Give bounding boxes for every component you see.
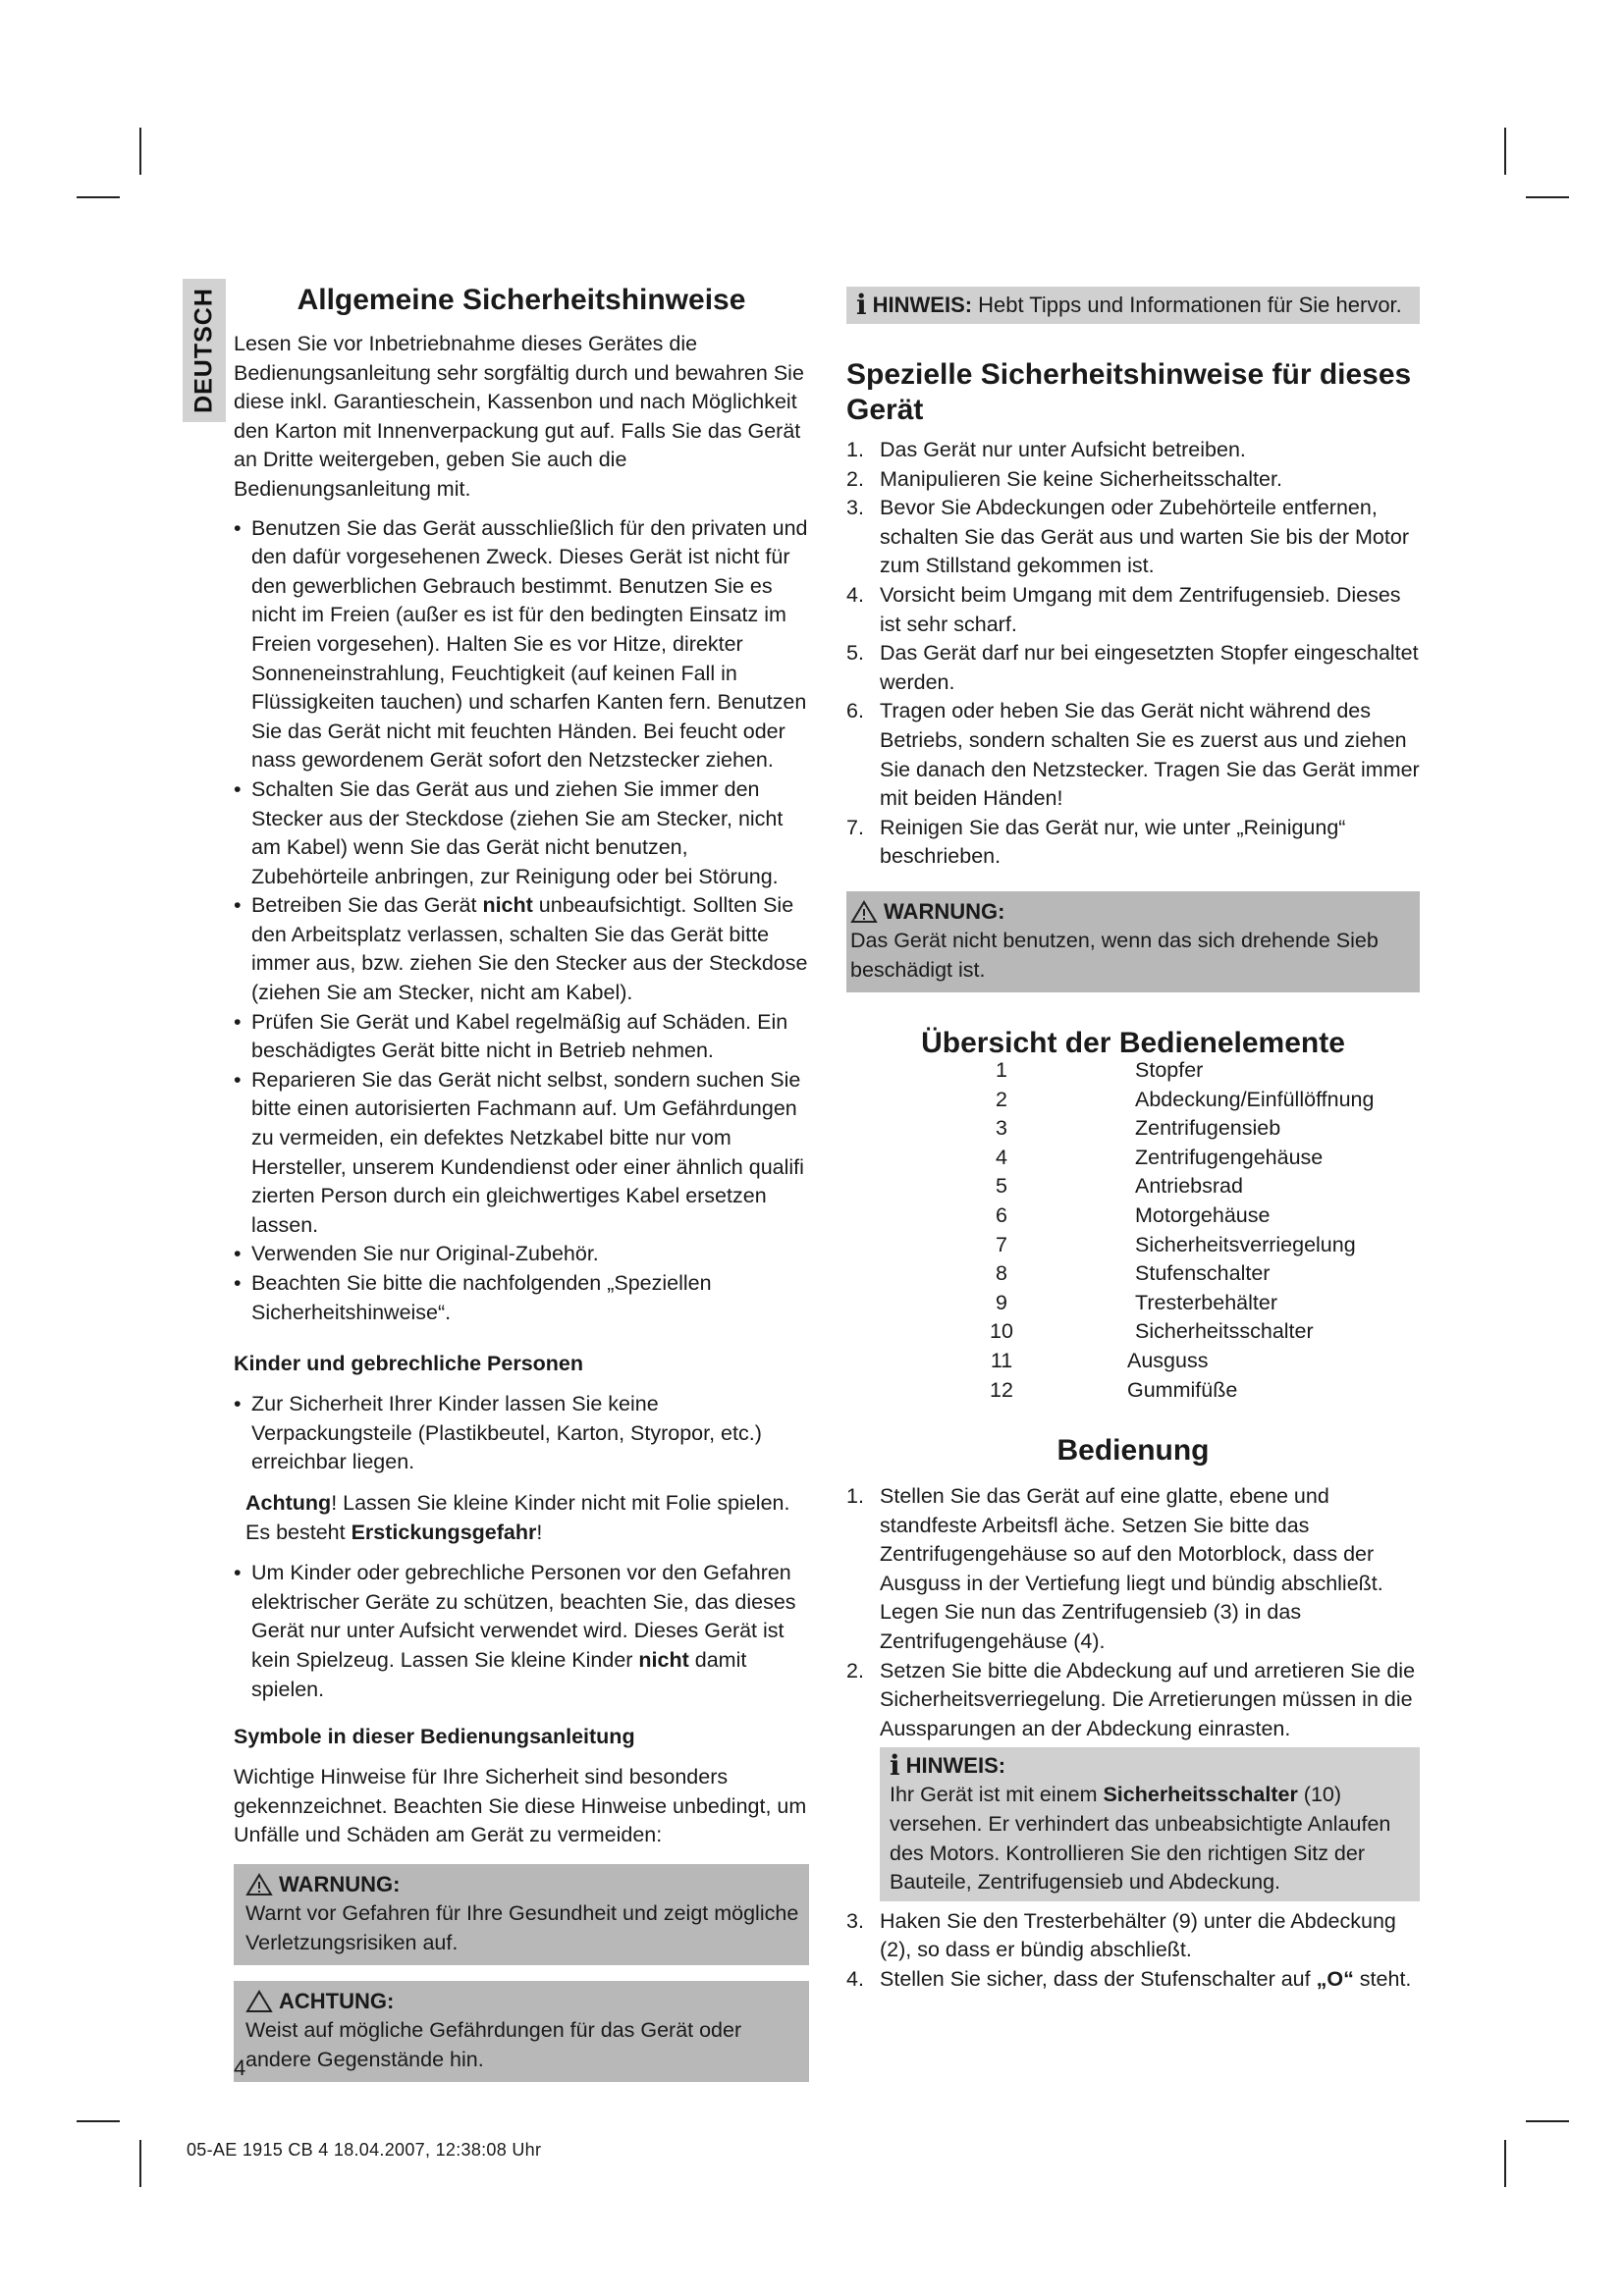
list-item: 1. Das Gerät nur unter Aufsicht betreiben. — [846, 438, 1246, 461]
list-item: 7. Reinigen Sie das Gerät nur, wie unter „Reinigung“ beschrieben. — [846, 815, 1346, 869]
caution-title: ACHTUNG: — [245, 1987, 799, 2016]
warning-text: Warnt vor Gefahren für Ihre Gesundheit und zeigt mögliche Verletzungsrisiken auf. — [245, 1900, 799, 1954]
info-icon: i — [890, 1749, 900, 1783]
warning-title: WARNUNG: — [850, 897, 1410, 927]
list-item: • Um Kinder oder gebrechliche Personen vor den Gefahren elektrischer Geräte zu schützen, beachten Sie, das dieses Gerät nur unter Aufsicht verwendet wird. Dieses Gerät ist kein Spielzeug. Lassen Sie kleine Kinder nicht damit spielen. — [234, 1559, 809, 1704]
safety-bullets — [234, 514, 809, 1328]
crop-mark — [1526, 2120, 1569, 2122]
crop-mark — [1504, 2140, 1506, 2187]
warning-box — [234, 1864, 809, 1965]
section-title-safety: Allgemeine Sicherheitshinweise — [297, 284, 746, 316]
operation-section — [846, 1433, 1420, 1995]
list-item: 5. Das Gerät darf nur bei eingesetzten Stopfer eingeschaltet werden. — [846, 641, 1419, 694]
caution-text: Weist auf mögliche Gefährdungen für das Gerät oder andere Gegenstände hin. — [245, 2018, 742, 2071]
crop-mark — [139, 2140, 141, 2187]
parts-row: 7 Sicherheitsverriegelung — [996, 1232, 1356, 1256]
list-item: 4. Vorsicht beim Umgang mit dem Zentrifugensieb. Dieses ist sehr scharf. — [846, 582, 1401, 636]
caution-box — [234, 1981, 809, 2082]
list-item: 1. Stellen Sie das Gerät auf eine glatte, ebene und standfeste Arbeitsfl äche. Setzen Sie bitte das Zentrifugengehäuse so auf den Motorblock, dass der Ausguss in der Vertiefung liegt und bündig abschließt. Legen Sie nun das Zentrifugensieb (3) in das Zentrifugengehäuse (4). — [846, 1484, 1383, 1653]
parts-row: 1 Stopfer — [996, 1058, 1204, 1082]
kids-bullets-2 — [234, 1559, 809, 1704]
parts-row: 10 Sicherheitsschalter — [990, 1319, 1314, 1344]
list-item: 4. Stellen Sie sicher, dass der Stufenschalter auf „O“ steht. — [846, 1966, 1412, 1991]
list-item: • Zur Sicherheit Ihrer Kinder lassen Sie keine Verpackungsteile (Plastikbeutel, Karton, Styropor, etc.) erreichbar liegen. — [234, 1390, 809, 1477]
warning-triangle-icon — [850, 900, 878, 924]
page-number: 4 — [234, 2056, 246, 2080]
list-item: 2. Setzen Sie bitte die Abdeckung auf und arretieren Sie die Sicherheitsverriegelung. Die Arretierungen müssen in die Aussparungen an der Abdeckung einrasten. — [846, 1658, 1416, 1740]
intro-paragraph: Lesen Sie vor Inbetriebnahme dieses Gerätes die Bedienungsanleitung sehr sorgfältig durch und bewahren Sie diese inkl. Garantieschein, Kassenbon und nach Möglichkeit den Karton mit Innenverpackung gut auf. Falls Sie das Gerät an Dritte weitergeben, geben Sie auch die Bedienungsanleitung mit. — [234, 332, 804, 501]
operation-list — [846, 1482, 1420, 1743]
crop-mark — [77, 2120, 120, 2122]
info-icon: i — [856, 289, 867, 321]
parts-row: 8 Stufenschalter — [996, 1261, 1271, 1286]
list-item: • Schalten Sie das Gerät aus und ziehen Sie immer den Stecker aus der Steckdose (ziehen Sie am Stecker, nicht am Kabel) wenn Sie das Gerät nicht benutzen, Zubehörteile anbringen, zur Reinigung oder bei Störung. — [234, 775, 809, 891]
crop-mark — [1526, 196, 1569, 198]
right-column — [846, 287, 1420, 1061]
special-list — [846, 436, 1420, 872]
print-footer: 05-AE 1915 CB 4 18.04.2007, 12:38:08 Uhr — [187, 2140, 542, 2160]
operation-list-2 — [846, 1907, 1420, 1995]
list-item: • Verwenden Sie nur Original-Zubehör. — [234, 1240, 809, 1269]
crop-mark — [1504, 128, 1506, 175]
warning-title: WARNUNG: — [245, 1870, 799, 1899]
kids-bullets — [234, 1390, 809, 1477]
symbols-heading: Symbole in dieser Bedienungsanleitung — [234, 1725, 635, 1749]
section-title-operation: Bedienung — [1056, 1434, 1210, 1467]
parts-row: 9 Tresterbehälter — [996, 1290, 1277, 1314]
list-item: • Benutzen Sie das Gerät ausschließlich für den privaten und den dafür vorgesehenen Zweck. Dieses Gerät ist nicht für den gewerblichen Gebrauch bestimmt. Benutzen Sie es nicht im Freien (außer es ist für den bedingten Einsatz im Freien vorgesehen). Halten Sie es vor Hitze, direkter Sonneneinstrahlung, Feuchtigkeit (auf keinen Fall in Flüssigkeiten tauchen) und scharfen Kanten fern. Benutzen Sie das Gerät nicht mit feuchten Händen. Bei feucht oder nass gewordenem Gerät sofort den Netzstecker ziehen. — [234, 514, 809, 775]
kids-heading: Kinder und gebrechliche Personen — [234, 1352, 584, 1376]
parts-list — [962, 1056, 1374, 1405]
list-item: 3. Haken Sie den Tresterbehälter (9) unter die Abdeckung (2), so dass er bündig abschließt. — [846, 1908, 1396, 1962]
list-item: • Prüfen Sie Gerät und Kabel regelmäßig auf Schäden. Ein beschädigtes Gerät bitte nicht in Betrieb nehmen. — [234, 1008, 809, 1066]
list-item: • Reparieren Sie das Gerät nicht selbst, sondern suchen Sie bitte einen autorisierten Fachmann auf. Um Gefährdungen zu vermeiden, ein defektes Netzkabel bitte nur vom Hersteller, unserem Kundendienst oder einer ähnlich qualifi zierten Person durch ein gleichwertiges Kabel ersetzen lassen. — [234, 1066, 809, 1241]
hint-text: Ihr Gerät ist mit einem Sicherheitsschalter (10) versehen. Er verhindert das unbeabsichtigte Anlaufen des Motors. Kontrollieren Sie den richtigen Sitz der Bauteile, Zentrifugensieb und Abdeckung. — [890, 1783, 1391, 1895]
parts-row: 4 Zentrifugengehäuse — [996, 1145, 1324, 1169]
hint-box-2: i HINWEIS: Ihr Gerät ist mit einem Sicherheitsschalter (10) versehen. Er verhindert das unbeabsichtigte Anlaufen des Motors. Kontrollieren Sie den richtigen Sitz der Bauteile, Zentrifugensieb und Abdeckung. — [880, 1747, 1420, 1900]
achtung-note: Achtung! Lassen Sie kleine Kinder nicht mit Folie spielen. Es besteht Erstickungsgefahr! — [245, 1490, 790, 1544]
symbols-paragraph: Wichtige Hinweise für Ihre Sicherheit sind besonders gekennzeichnet. Beachten Sie diese Hinweise unbedingt, um Unfälle und Schäden am Gerät zu vermeiden: — [234, 1765, 807, 1847]
language-tab-label: DEUTSCH — [189, 288, 218, 413]
hint-box: i HINWEIS: Hebt Tipps und Informationen für Sie hervor. — [846, 287, 1420, 324]
warning-box-2 — [846, 891, 1420, 992]
parts-row: 3 Zentrifugensieb — [996, 1116, 1281, 1141]
section-title-overview: Übersicht der Bedienelemente — [921, 1027, 1345, 1060]
list-item: 3. Bevor Sie Abdeckungen oder Zubehörteile entfernen, schalten Sie das Gerät aus und warten Sie bis der Motor zum Stillstand gekommen ist. — [846, 496, 1409, 578]
crop-mark — [77, 196, 120, 198]
warning-text: Das Gerät nicht benutzen, wenn das sich drehende Sieb beschädigt ist. — [850, 928, 1379, 982]
section-title-special: Spezielle Sicherheitshinweise für dieses Gerät — [846, 358, 1412, 426]
left-column — [234, 283, 809, 2082]
list-item: • Betreiben Sie das Gerät nicht unbeaufsichtigt. Sollten Sie den Arbeitsplatz verlassen, schalten Sie das Gerät bitte immer aus, bzw. ziehen Sie den Stecker aus der Steckdose (ziehen Sie am Stecker, nicht am Kabel). — [234, 891, 809, 1007]
parts-row: 12 Gummifüße — [990, 1377, 1238, 1402]
caution-triangle-icon — [245, 1990, 273, 2013]
language-tab — [183, 279, 226, 422]
parts-row: 2 Abdeckung/Einfüllöffnung — [996, 1087, 1375, 1111]
list-item: • Beachten Sie bitte die nachfolgenden „Speziellen Sicherheitshinweise“. — [234, 1269, 809, 1327]
list-item: 2. Manipulieren Sie keine Sicherheitsschalter. — [846, 466, 1282, 491]
parts-row: 11 Ausguss — [990, 1348, 1209, 1372]
crop-mark — [139, 128, 141, 175]
list-item: 6. Tragen oder heben Sie das Gerät nicht während des Betriebs, sondern schalten Sie es zuerst aus und ziehen Sie danach den Netzstecker. Tragen Sie das Gerät immer mit beiden Händen! — [846, 699, 1420, 811]
warning-triangle-icon — [245, 1873, 273, 1896]
parts-row: 5 Antriebsrad — [996, 1174, 1243, 1199]
parts-row: 6 Motorgehäuse — [996, 1202, 1271, 1227]
